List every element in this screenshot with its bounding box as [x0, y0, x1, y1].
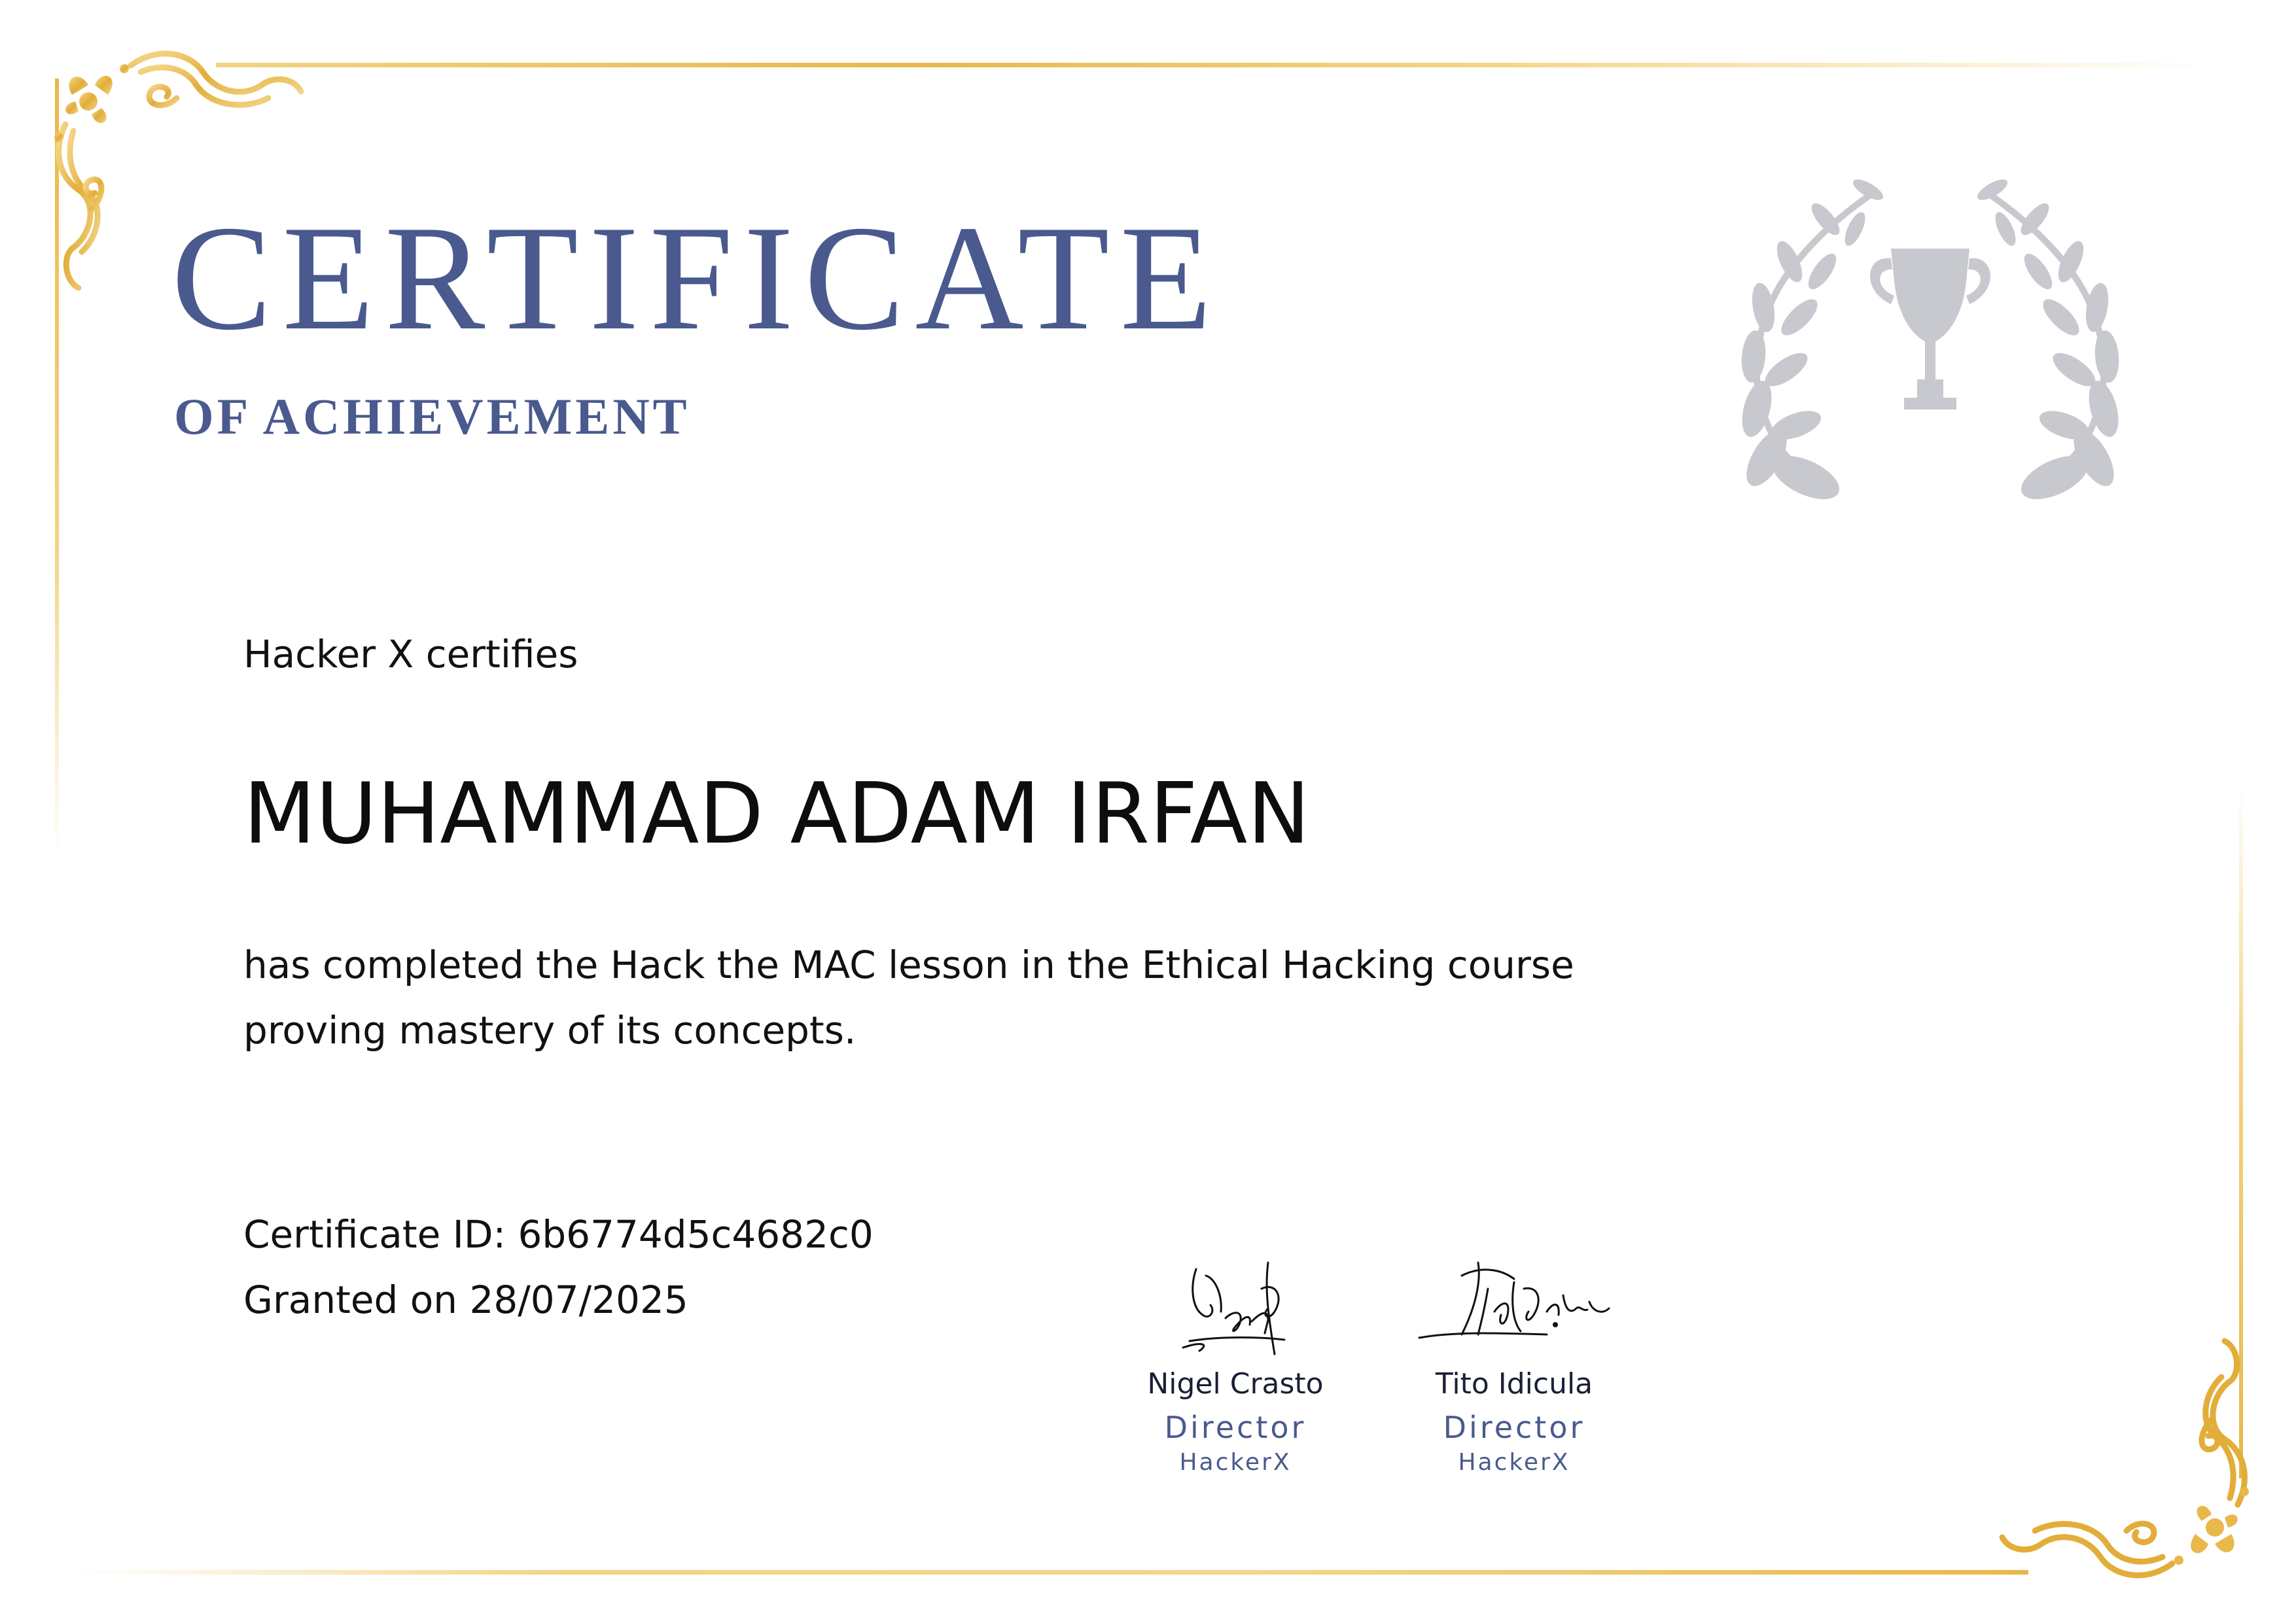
signature-image-1 — [1170, 1249, 1301, 1361]
signatory-1-name: Nigel Crasto — [1147, 1367, 1324, 1401]
granted-date: Granted on 28/07/2025 — [243, 1278, 688, 1322]
bottom-right-flourish-ornament — [1989, 1302, 2277, 1590]
gold-border-top — [216, 63, 2218, 67]
signature-image-2 — [1416, 1249, 1612, 1361]
signatory-1-organization: HackerX — [1179, 1449, 1292, 1476]
gold-border-bottom — [79, 1570, 2028, 1575]
recipient-name: MUHAMMAD ADAM IRFAN — [243, 765, 1311, 863]
issuer-line: Hacker X certifies — [243, 632, 578, 676]
achievement-statement — [243, 932, 1574, 1063]
certificate-subtitle: OF ACHIEVEMENT — [174, 388, 690, 445]
signatory-1-role: Director — [1164, 1410, 1307, 1445]
signatory-2-name: Tito Idicula — [1435, 1367, 1593, 1401]
statement-line-2: proving mastery of its concepts. — [243, 1008, 857, 1053]
certificate-id: Certificate ID: 6b6774d5c4682c0 — [243, 1212, 874, 1257]
statement-line-1: has completed the Hack the MAC lesson in the Ethical Hacking course — [243, 943, 1574, 987]
signatory-2-role: Director — [1443, 1410, 1585, 1445]
trophy-laurel-icon — [1727, 150, 2133, 504]
certificate-title: CERTIFICATE — [171, 194, 1223, 361]
signatory-2-organization: HackerX — [1458, 1449, 1570, 1476]
signatory-2 — [1383, 1249, 1645, 1476]
signatory-1 — [1104, 1249, 1366, 1476]
